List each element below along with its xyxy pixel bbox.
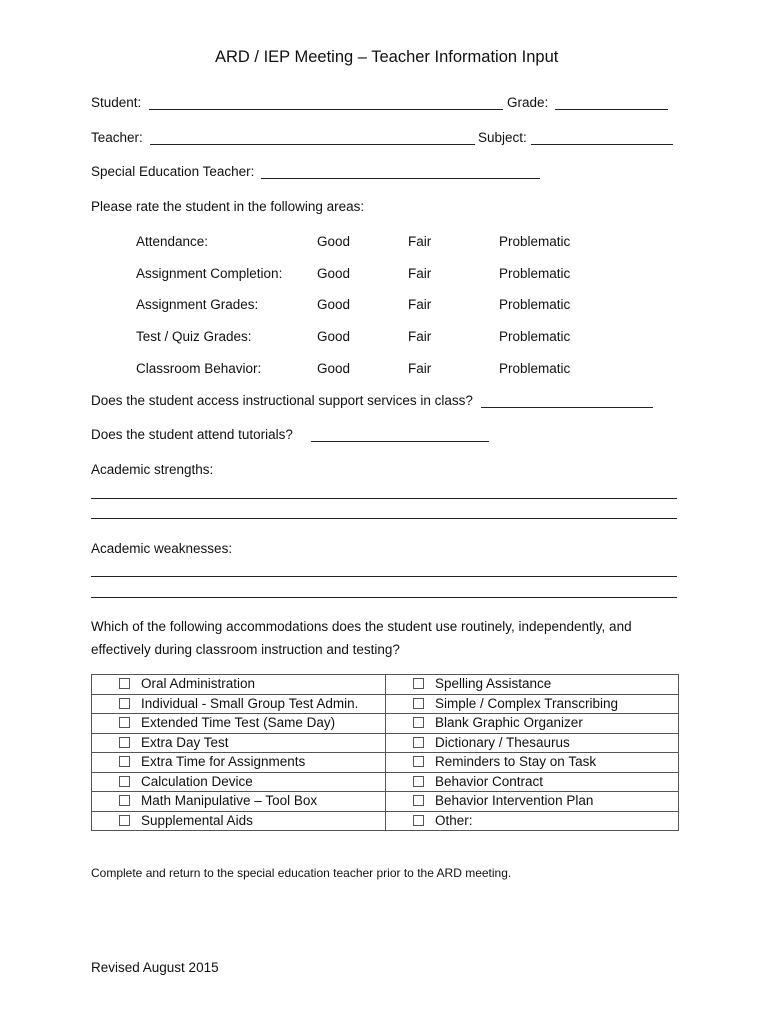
rating-option-fair[interactable]: Fair bbox=[408, 329, 432, 344]
rating-option-problematic[interactable]: Problematic bbox=[499, 297, 571, 312]
accommodations-table bbox=[91, 674, 679, 831]
accommodation-option[interactable] bbox=[92, 733, 386, 753]
accommodation-row bbox=[92, 675, 679, 695]
accommodation-row bbox=[92, 694, 679, 714]
checkbox-icon[interactable] bbox=[413, 678, 424, 689]
strengths-line-1[interactable] bbox=[91, 498, 677, 499]
rating-option-good[interactable]: Good bbox=[317, 266, 351, 281]
accommodation-option[interactable] bbox=[92, 772, 386, 792]
checkbox-icon[interactable] bbox=[413, 698, 424, 709]
accommodation-label: Behavior Intervention Plan bbox=[435, 793, 594, 809]
strengths-label: Academic strengths: bbox=[91, 462, 214, 477]
accommodation-label: Supplemental Aids bbox=[141, 812, 253, 828]
rating-option-fair[interactable]: Fair bbox=[408, 361, 432, 376]
weaknesses-label: Academic weaknesses: bbox=[91, 541, 233, 556]
weaknesses-line-1[interactable] bbox=[91, 576, 677, 577]
tutorials-question: Does the student attend tutorials? bbox=[91, 427, 293, 442]
sped-teacher-field[interactable] bbox=[261, 178, 540, 179]
accommodation-label: Behavior Contract bbox=[435, 773, 544, 789]
accommodation-option[interactable] bbox=[92, 714, 386, 734]
subject-field[interactable] bbox=[531, 144, 673, 145]
accommodation-option[interactable] bbox=[92, 792, 386, 812]
accommodation-label: Math Manipulative – Tool Box bbox=[141, 793, 318, 809]
accommodation-label: Individual - Small Group Test Admin. bbox=[141, 695, 359, 711]
teacher-label: Teacher: bbox=[91, 130, 143, 145]
accommodation-option[interactable] bbox=[386, 792, 679, 812]
revised-date: Revised August 2015 bbox=[91, 960, 219, 975]
rating-option-problematic[interactable]: Problematic bbox=[499, 234, 571, 249]
strengths-line-2[interactable] bbox=[91, 518, 677, 519]
weaknesses-line-2[interactable] bbox=[91, 597, 677, 598]
accommodations-question-line-1: Which of the following accommodations does the student use routinely, independently, and bbox=[91, 619, 632, 634]
rating-area-label: Classroom Behavior: bbox=[136, 361, 262, 376]
student-label: Student: bbox=[91, 95, 142, 110]
rating-option-good[interactable]: Good bbox=[317, 361, 351, 376]
rating-option-problematic[interactable]: Problematic bbox=[499, 266, 571, 281]
checkbox-icon[interactable] bbox=[119, 698, 130, 709]
rating-option-good[interactable]: Good bbox=[317, 234, 351, 249]
checkbox-icon[interactable] bbox=[119, 776, 130, 787]
accommodation-label: Oral Administration bbox=[141, 676, 256, 692]
accommodation-option[interactable] bbox=[92, 694, 386, 714]
tutorials-answer-field[interactable] bbox=[311, 441, 489, 442]
accommodation-label: Extra Day Test bbox=[141, 734, 229, 750]
sped-teacher-label: Special Education Teacher: bbox=[91, 164, 255, 179]
checkbox-icon[interactable] bbox=[119, 678, 130, 689]
accommodation-label: Simple / Complex Transcribing bbox=[435, 695, 619, 711]
support-answer-field[interactable] bbox=[481, 407, 653, 408]
checkbox-icon[interactable] bbox=[119, 795, 130, 806]
accommodation-row bbox=[92, 792, 679, 812]
accommodation-option[interactable] bbox=[92, 811, 386, 831]
subject-label: Subject: bbox=[478, 130, 527, 145]
support-question: Does the student access instructional support services in class? bbox=[91, 393, 473, 408]
rating-option-problematic[interactable]: Problematic bbox=[499, 329, 571, 344]
accommodation-row bbox=[92, 811, 679, 831]
accommodation-row bbox=[92, 753, 679, 773]
checkbox-icon[interactable] bbox=[413, 815, 424, 826]
accommodation-row bbox=[92, 733, 679, 753]
checkbox-icon[interactable] bbox=[119, 756, 130, 767]
accommodation-label: Calculation Device bbox=[141, 773, 253, 789]
accommodation-option[interactable] bbox=[386, 811, 679, 831]
checkbox-icon[interactable] bbox=[413, 737, 424, 748]
accommodation-label: Dictionary / Thesaurus bbox=[435, 734, 570, 750]
rating-option-good[interactable]: Good bbox=[317, 329, 351, 344]
accommodations-question-line-2: effectively during classroom instruction and testing? bbox=[91, 642, 400, 657]
checkbox-icon[interactable] bbox=[413, 776, 424, 787]
page-title: ARD / IEP Meeting – Teacher Information Input bbox=[215, 48, 559, 66]
accommodation-option[interactable] bbox=[386, 714, 679, 734]
footer-note: Complete and return to the special education teacher prior to the ARD meeting. bbox=[91, 866, 512, 880]
rating-option-problematic[interactable]: Problematic bbox=[499, 361, 571, 376]
accommodation-option[interactable] bbox=[92, 753, 386, 773]
accommodation-label: Spelling Assistance bbox=[435, 676, 552, 692]
rating-option-fair[interactable]: Fair bbox=[408, 266, 432, 281]
grade-label: Grade: bbox=[507, 95, 549, 110]
accommodation-option[interactable] bbox=[386, 772, 679, 792]
accommodation-label: Other: bbox=[435, 812, 473, 828]
rating-option-good[interactable]: Good bbox=[317, 297, 351, 312]
accommodation-label: Extended Time Test (Same Day) bbox=[141, 715, 336, 731]
accommodation-option[interactable] bbox=[386, 753, 679, 773]
checkbox-icon[interactable] bbox=[119, 737, 130, 748]
accommodation-option[interactable] bbox=[386, 675, 679, 695]
checkbox-icon[interactable] bbox=[413, 795, 424, 806]
rating-prompt: Please rate the student in the following areas: bbox=[91, 199, 365, 214]
accommodation-row bbox=[92, 714, 679, 734]
checkbox-icon[interactable] bbox=[119, 815, 130, 826]
checkbox-icon[interactable] bbox=[119, 717, 130, 728]
accommodation-label: Extra Time for Assignments bbox=[141, 754, 306, 770]
teacher-field[interactable] bbox=[150, 144, 475, 145]
accommodation-label: Reminders to Stay on Task bbox=[435, 754, 597, 770]
rating-area-label: Attendance: bbox=[136, 234, 209, 249]
student-field[interactable] bbox=[149, 109, 503, 110]
accommodation-option[interactable] bbox=[92, 675, 386, 695]
accommodation-row bbox=[92, 772, 679, 792]
accommodation-label: Blank Graphic Organizer bbox=[435, 715, 583, 731]
grade-field[interactable] bbox=[555, 109, 668, 110]
checkbox-icon[interactable] bbox=[413, 756, 424, 767]
rating-area-label: Assignment Grades: bbox=[136, 297, 259, 312]
rating-option-fair[interactable]: Fair bbox=[408, 234, 432, 249]
rating-option-fair[interactable]: Fair bbox=[408, 297, 432, 312]
accommodation-option[interactable] bbox=[386, 733, 679, 753]
rating-area-label: Test / Quiz Grades: bbox=[136, 329, 252, 344]
checkbox-icon[interactable] bbox=[413, 717, 424, 728]
accommodation-option[interactable] bbox=[386, 694, 679, 714]
rating-area-label: Assignment Completion: bbox=[136, 266, 283, 281]
